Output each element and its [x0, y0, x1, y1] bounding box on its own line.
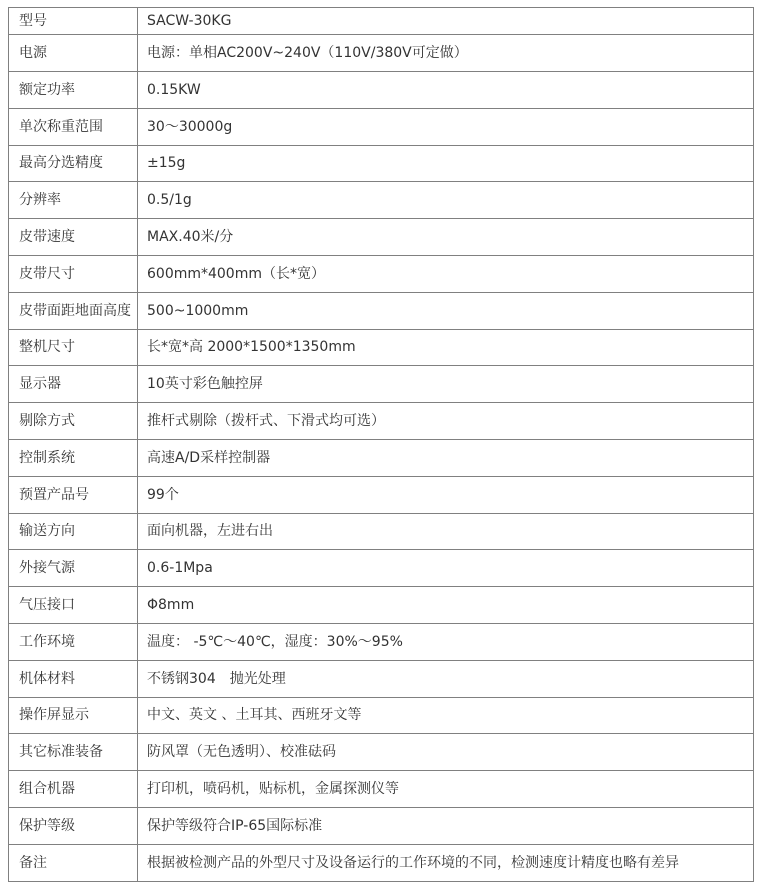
spec-label-cell: 组合机器 — [9, 771, 138, 808]
table-row — [9, 292, 754, 329]
spec-label-cell: 整机尺寸 — [9, 329, 138, 366]
spec-label-cell: 输送方向 — [9, 513, 138, 550]
spec-label-cell: 皮带尺寸 — [9, 255, 138, 292]
spec-label-cell: 皮带速度 — [9, 219, 138, 256]
spec-label-cell: 单次称重范围 — [9, 108, 138, 145]
table-row — [9, 623, 754, 660]
table-row — [9, 771, 754, 808]
spec-value-cell: 长*宽*高 2000*1500*1350mm — [138, 329, 754, 366]
spec-value-cell: 根据被检测产品的外型尺寸及设备运行的工作环境的不同，检测速度计精度也略有差异 — [138, 844, 754, 881]
table-row — [9, 476, 754, 513]
spec-value-cell: 高速A/D采样控制器 — [138, 439, 754, 476]
table-row — [9, 660, 754, 697]
table-row — [9, 439, 754, 476]
spec-label-cell: 预置产品号 — [9, 476, 138, 513]
spec-value-cell: 0.15KW — [138, 71, 754, 108]
table-row — [9, 587, 754, 624]
spec-value-cell: 600mm*400mm（长*宽） — [138, 255, 754, 292]
spec-label-cell: 工作环境 — [9, 623, 138, 660]
spec-value-cell: 温度： -5℃～40℃，湿度：30%～95% — [138, 623, 754, 660]
spec-table-body — [9, 8, 754, 882]
table-row — [9, 807, 754, 844]
table-row — [9, 550, 754, 587]
spec-label-cell: 最高分选精度 — [9, 145, 138, 182]
spec-label-cell: 机体材料 — [9, 660, 138, 697]
spec-label-cell: 外接气源 — [9, 550, 138, 587]
spec-label-cell: 电源 — [9, 35, 138, 72]
spec-value-cell: ±15g — [138, 145, 754, 182]
spec-value-cell: SACW-30KG — [138, 8, 754, 35]
spec-value-cell: 99个 — [138, 476, 754, 513]
spec-label-cell: 额定功率 — [9, 71, 138, 108]
table-row — [9, 255, 754, 292]
table-row — [9, 513, 754, 550]
spec-label-cell: 操作屏显示 — [9, 697, 138, 734]
spec-value-cell: 电源：单相AC200V~240V（110V/380V可定做） — [138, 35, 754, 72]
table-row — [9, 697, 754, 734]
table-row — [9, 329, 754, 366]
spec-label-cell: 气压接口 — [9, 587, 138, 624]
spec-value-cell: 0.5/1g — [138, 182, 754, 219]
spec-label-cell: 剔除方式 — [9, 403, 138, 440]
table-row — [9, 734, 754, 771]
spec-label-cell: 其它标准装备 — [9, 734, 138, 771]
spec-value-cell: 保护等级符合IP-65国际标准 — [138, 807, 754, 844]
table-row — [9, 108, 754, 145]
table-row — [9, 403, 754, 440]
spec-value-cell: 30～30000g — [138, 108, 754, 145]
spec-value-cell: 面向机器，左进右出 — [138, 513, 754, 550]
spec-label-cell: 保护等级 — [9, 807, 138, 844]
spec-label-cell: 皮带面距地面高度 — [9, 292, 138, 329]
spec-table — [8, 7, 754, 882]
spec-value-cell: 中文、英文 、土耳其、西班牙文等 — [138, 697, 754, 734]
table-row — [9, 35, 754, 72]
spec-value-cell: 推杆式剔除（拨杆式、下滑式均可选） — [138, 403, 754, 440]
table-row — [9, 71, 754, 108]
table-row — [9, 182, 754, 219]
spec-value-cell: 10英寸彩色触控屏 — [138, 366, 754, 403]
spec-label-cell: 显示器 — [9, 366, 138, 403]
spec-value-cell: Φ8mm — [138, 587, 754, 624]
table-row — [9, 8, 754, 35]
spec-label-cell: 型号 — [9, 8, 138, 35]
table-row — [9, 219, 754, 256]
spec-value-cell: 500~1000mm — [138, 292, 754, 329]
spec-value-cell: MAX.40米/分 — [138, 219, 754, 256]
spec-value-cell: 0.6-1Mpa — [138, 550, 754, 587]
spec-label-cell: 控制系统 — [9, 439, 138, 476]
table-row — [9, 145, 754, 182]
spec-value-cell: 打印机，喷码机，贴标机，金属探测仪等 — [138, 771, 754, 808]
spec-label-cell: 分辨率 — [9, 182, 138, 219]
table-row — [9, 844, 754, 881]
spec-label-cell: 备注 — [9, 844, 138, 881]
table-row — [9, 366, 754, 403]
spec-value-cell: 防风罩（无色透明）、校准砝码 — [138, 734, 754, 771]
spec-value-cell: 不锈钢304 抛光处理 — [138, 660, 754, 697]
